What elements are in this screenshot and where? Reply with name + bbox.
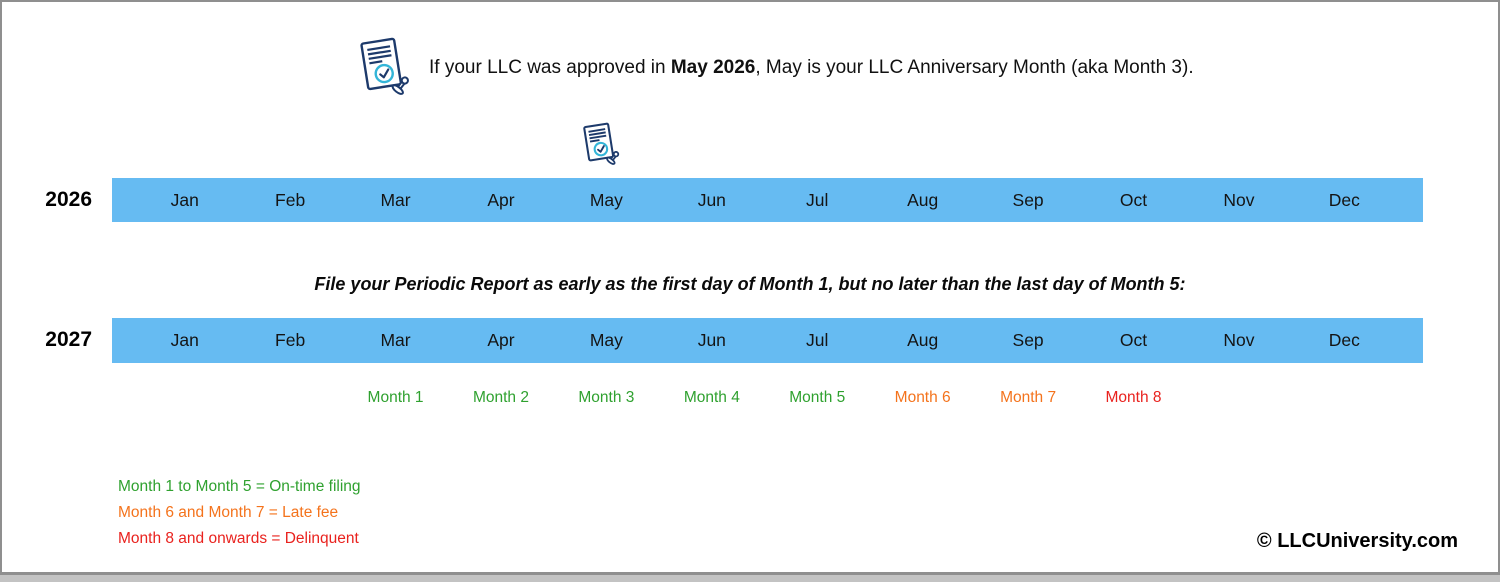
filing-note: File your Periodic Report as early as the first day of Month 1, but no later than the last day of Month 5: [314, 274, 1186, 294]
header-sentence-prefix: If your LLC was approved in [429, 57, 671, 78]
header-sentence-bold: May 2026 [670, 57, 756, 78]
month-cell: Aug [907, 330, 939, 350]
month-marker-6: Month 6 [894, 389, 951, 406]
month-cell: Nov [1223, 330, 1255, 350]
month-marker-7: Month 7 [1000, 389, 1057, 406]
month-cell: Jun [697, 189, 726, 210]
month-cell: Jul [806, 189, 829, 210]
month-cell: May [589, 189, 623, 210]
month-cell: Feb [275, 189, 306, 210]
month-cell: Oct [1119, 189, 1148, 210]
month-cell: Mar [380, 330, 411, 350]
month-cell: Jan [170, 189, 199, 210]
month-cell: Apr [487, 330, 515, 350]
month-marker-2: Month 2 [472, 389, 529, 406]
horizontal-scrollbar[interactable] [0, 574, 1500, 582]
approved-document-stamp-icon-small [578, 120, 622, 170]
legend-delinquent: Month 8 and onwards = Delinquent [118, 530, 359, 547]
header-note [353, 36, 1194, 100]
month-marker-5: Month 5 [789, 389, 846, 406]
timeline-bar-2027 [112, 318, 1423, 363]
month-marker-3: Month 3 [578, 389, 635, 406]
month-markers-row [112, 389, 1423, 407]
month-cell: Apr [487, 189, 515, 210]
month-marker-8: Month 8 [1105, 389, 1162, 406]
month-cell: Oct [1119, 330, 1148, 350]
month-cell: May [589, 330, 623, 350]
copyright: © LLCUniversity.com [1256, 530, 1458, 552]
year-label-2027: 2027 [45, 328, 92, 351]
approved-document-stamp-icon [353, 36, 413, 100]
timeline-bar-2026 [112, 178, 1423, 222]
month-marker-1: Month 1 [367, 389, 424, 406]
month-cell: Nov [1223, 189, 1255, 210]
legend-ontime: Month 1 to Month 5 = On-time filing [118, 478, 361, 495]
month-cell: Mar [380, 189, 411, 210]
year-label-2026: 2026 [45, 188, 92, 211]
header-sentence-suffix: , May is your LLC Anniversary Month (aka Month 3). [755, 57, 1194, 78]
month-cell: Jan [170, 330, 199, 350]
legend [118, 474, 361, 552]
header-sentence [429, 57, 1194, 79]
month-cell: Aug [907, 189, 939, 210]
month-marker-4: Month 4 [683, 389, 740, 406]
month-cell: Sep [1012, 330, 1044, 350]
month-cell: Sep [1012, 189, 1044, 210]
month-cell: Feb [275, 330, 306, 350]
month-cell: Jul [806, 330, 829, 350]
month-cell: Jun [697, 330, 726, 350]
month-cell: Dec [1328, 189, 1360, 210]
month-cell: Dec [1328, 330, 1360, 350]
legend-late: Month 6 and Month 7 = Late fee [118, 504, 339, 521]
